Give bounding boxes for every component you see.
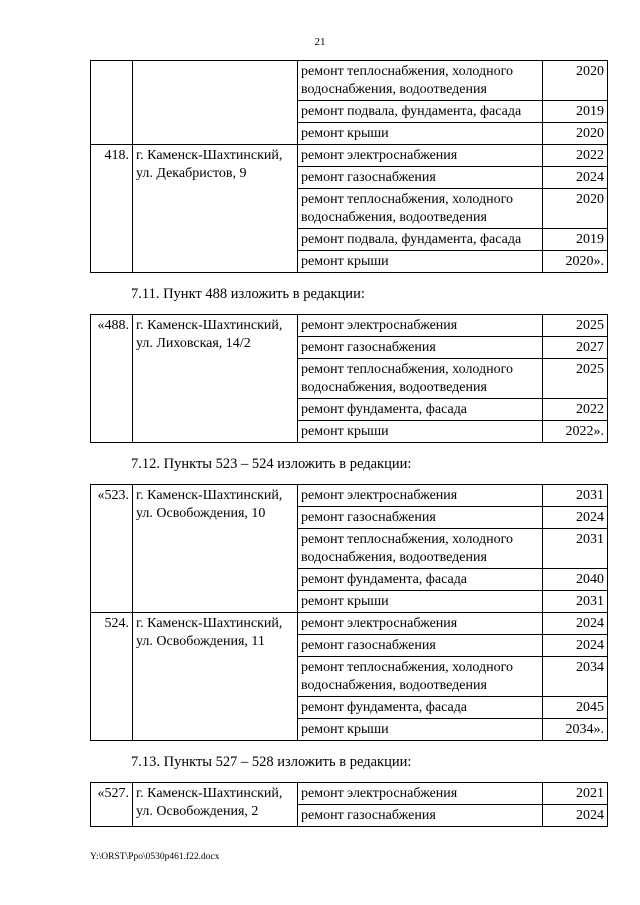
- year-cell: 2021: [543, 783, 608, 805]
- page-number: 21: [314, 36, 326, 48]
- work-cell: ремонт крыши: [298, 421, 543, 443]
- work-cell: ремонт крыши: [298, 251, 543, 273]
- address-text: [136, 615, 294, 651]
- table-row: [91, 783, 608, 805]
- work-cell: ремонт газоснабжения: [298, 507, 543, 529]
- address-line: ул. Лиховская, 14/2: [136, 336, 251, 351]
- address-line: ул. Декабристов, 9: [136, 166, 247, 181]
- work-cell: ремонт газоснабжения: [298, 805, 543, 827]
- year-cell: 2020».: [543, 251, 608, 273]
- footer-file-path: Y:\ORST\Ppo\0530p461.f22.docx: [90, 852, 220, 862]
- table-row: [91, 485, 608, 507]
- work-cell: ремонт фундамента, фасада: [298, 399, 543, 421]
- address-text: [136, 487, 294, 523]
- work-cell: ремонт фундамента, фасада: [298, 569, 543, 591]
- repair-schedule-table-2: [90, 314, 608, 443]
- year-cell: 2031: [543, 485, 608, 507]
- address-line: ул. Освобождения, 10: [136, 506, 266, 521]
- address-cell: [133, 145, 298, 273]
- year-cell: 2024: [543, 613, 608, 635]
- work-cell: ремонт электроснабжения: [298, 315, 543, 337]
- repair-schedule-table-3: [90, 484, 608, 741]
- paragraph-7-13: 7.13. Пункты 527 – 528 изложить в редакции:: [131, 754, 412, 770]
- address-line: г. Каменск-Шахтинский,: [136, 148, 283, 163]
- year-cell: 2022: [543, 399, 608, 421]
- year-cell: 2034: [543, 657, 608, 697]
- address-line: г. Каменск-Шахтинский,: [136, 488, 283, 503]
- work-cell: ремонт подвала, фундамента, фасада: [298, 101, 543, 123]
- table-row: [91, 145, 608, 167]
- paragraph-7-11: 7.11. Пункт 488 изложить в редакции:: [131, 286, 365, 302]
- year-cell: 2020: [543, 123, 608, 145]
- table-row: [91, 613, 608, 635]
- item-number-cell: 524.: [91, 613, 133, 741]
- work-cell: ремонт электроснабжения: [298, 783, 543, 805]
- year-cell: 2025: [543, 315, 608, 337]
- work-cell: ремонт теплоснабжения, холодного водоснабжения, водоотведения: [298, 359, 543, 399]
- table-row: [91, 315, 608, 337]
- year-cell: 2031: [543, 591, 608, 613]
- address-text: [136, 785, 294, 821]
- item-number-cell: «523.: [91, 485, 133, 613]
- year-cell: 2020: [543, 189, 608, 229]
- repair-schedule-table-4: [90, 782, 608, 827]
- address-cell: [133, 485, 298, 613]
- year-cell: 2025: [543, 359, 608, 399]
- work-cell: ремонт теплоснабжения, холодного водоснабжения, водоотведения: [298, 657, 543, 697]
- work-cell: ремонт электроснабжения: [298, 145, 543, 167]
- item-number-cell: «527.: [91, 783, 133, 827]
- work-cell: ремонт электроснабжения: [298, 485, 543, 507]
- year-cell: 2024: [543, 635, 608, 657]
- paragraph-7-12: 7.12. Пункты 523 – 524 изложить в редакции:: [131, 456, 412, 472]
- address-text: [136, 147, 294, 183]
- address-line: г. Каменск-Шахтинский,: [136, 318, 283, 333]
- year-cell: 2024: [543, 805, 608, 827]
- year-cell: 2040: [543, 569, 608, 591]
- work-cell: ремонт газоснабжения: [298, 337, 543, 359]
- work-cell: ремонт крыши: [298, 123, 543, 145]
- address-cell: [133, 61, 298, 145]
- address-line: г. Каменск-Шахтинский,: [136, 786, 283, 801]
- year-cell: 2024: [543, 167, 608, 189]
- work-cell: ремонт фундамента, фасада: [298, 697, 543, 719]
- address-line: ул. Освобождения, 11: [136, 634, 265, 649]
- address-cell: [133, 315, 298, 443]
- year-cell: 2022: [543, 145, 608, 167]
- work-cell: ремонт теплоснабжения, холодного водоснабжения, водоотведения: [298, 529, 543, 569]
- work-cell: ремонт теплоснабжения, холодного водоснабжения, водоотведения: [298, 189, 543, 229]
- year-cell: 2034».: [543, 719, 608, 741]
- year-cell: 2020: [543, 61, 608, 101]
- year-cell: 2027: [543, 337, 608, 359]
- item-number-cell: [91, 61, 133, 145]
- address-text: [136, 317, 294, 353]
- address-line: г. Каменск-Шахтинский,: [136, 616, 283, 631]
- address-line: ул. Освобождения, 2: [136, 804, 259, 819]
- year-cell: 2031: [543, 529, 608, 569]
- work-cell: ремонт подвала, фундамента, фасада: [298, 229, 543, 251]
- address-cell: [133, 783, 298, 827]
- table-row: [91, 61, 608, 101]
- item-number-cell: «488.: [91, 315, 133, 443]
- item-number-cell: 418.: [91, 145, 133, 273]
- work-cell: ремонт электроснабжения: [298, 613, 543, 635]
- work-cell: ремонт крыши: [298, 591, 543, 613]
- address-cell: [133, 613, 298, 741]
- repair-schedule-table-1: [90, 60, 608, 273]
- work-cell: ремонт теплоснабжения, холодного водоснабжения, водоотведения: [298, 61, 543, 101]
- year-cell: 2019: [543, 101, 608, 123]
- work-cell: ремонт газоснабжения: [298, 635, 543, 657]
- year-cell: 2024: [543, 507, 608, 529]
- year-cell: 2019: [543, 229, 608, 251]
- work-cell: ремонт крыши: [298, 719, 543, 741]
- work-cell: ремонт газоснабжения: [298, 167, 543, 189]
- year-cell: 2022».: [543, 421, 608, 443]
- year-cell: 2045: [543, 697, 608, 719]
